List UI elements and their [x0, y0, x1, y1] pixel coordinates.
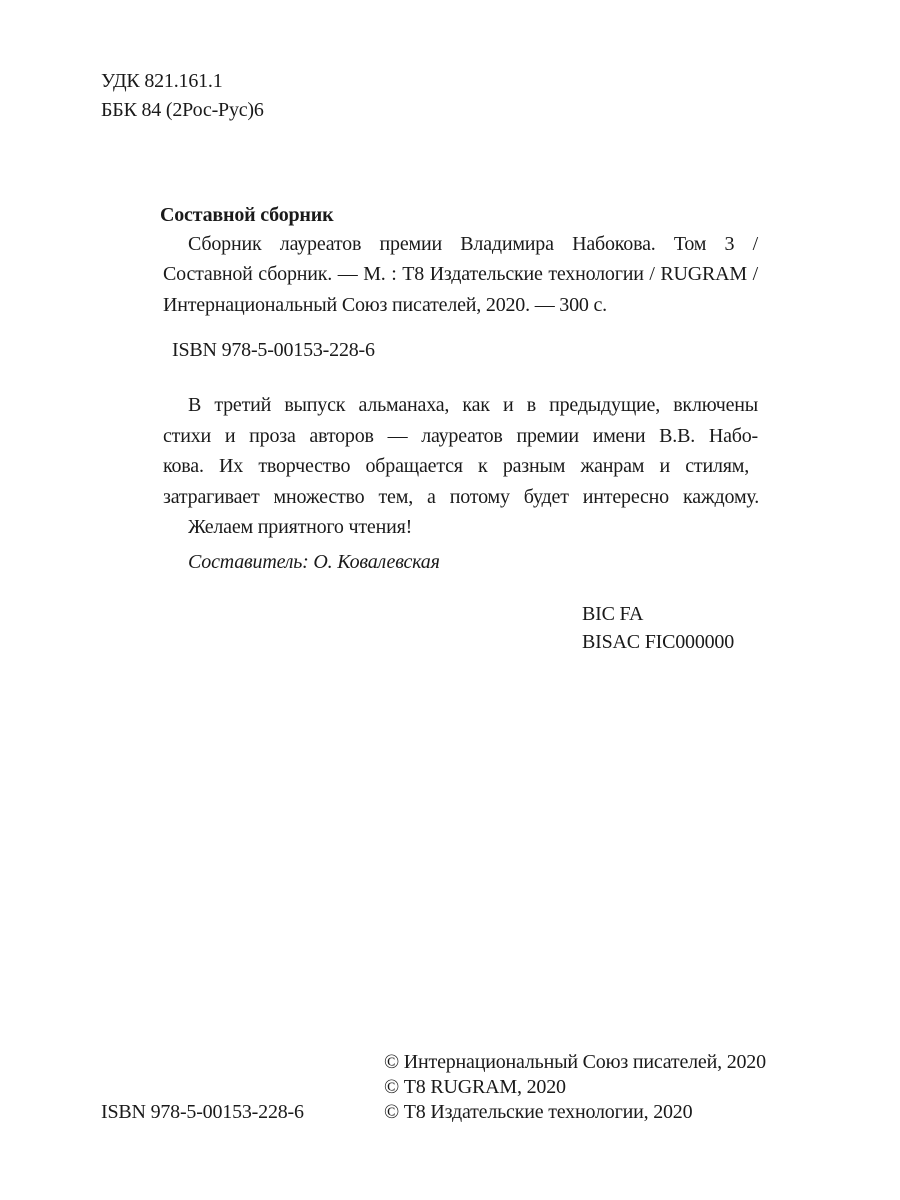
copyright-line: © Интернациональный Союз писателей, 2020	[384, 1051, 766, 1073]
annotation-line: затрагивает множество тем, а потому будет интересно каждому.	[163, 486, 759, 508]
copyright-line: © Т8 Издательские технологии, 2020	[384, 1101, 693, 1123]
bic-code: BIC FA	[582, 603, 644, 625]
bisac-code: BISAC FIC000000	[582, 631, 735, 653]
copyright-line: © Т8 RUGRAM, 2020	[384, 1076, 566, 1098]
isbn: ISBN 978-5-00153-228-6	[172, 339, 375, 361]
compiler: Составитель: О. Ковалевская	[188, 551, 440, 573]
bibliography-line: Сборник лауреатов премии Владимира Набокова. Том 3 /	[188, 233, 758, 255]
footer-isbn: ISBN 978-5-00153-228-6	[101, 1101, 304, 1123]
book-title: Составной сборник	[160, 204, 334, 226]
bibliography-line: Интернациональный Союз писателей, 2020. — 300 с.	[163, 294, 607, 316]
annotation-line: В третий выпуск альманаха, как и в предыдущие, включены	[188, 394, 758, 416]
udk-code: УДК 821.161.1	[101, 70, 223, 92]
annotation-line: кова. Их творчество обращается к разным жанрам и стилям,	[163, 455, 749, 477]
closing-line: Желаем приятного чтения!	[188, 516, 413, 538]
bibliography-line: Составной сборник. — М. : Т8 Издательские технологии / RUGRAM /	[163, 263, 758, 285]
bbk-code: ББК 84 (2Рос-Рус)6	[101, 99, 264, 121]
annotation-line: стихи и проза авторов — лауреатов премии имени В.В. Набо-	[163, 425, 758, 447]
